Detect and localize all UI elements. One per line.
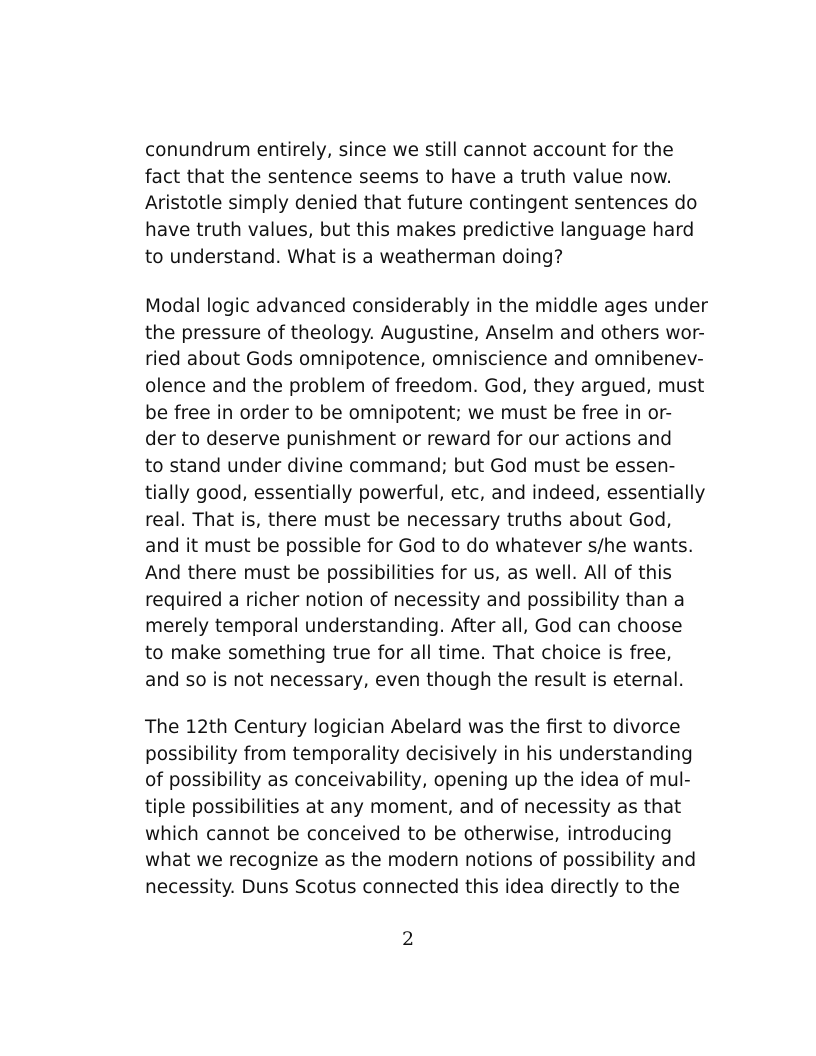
text-line: have truth values, but this makes predictive language hard: [145, 220, 695, 242]
text-line: fact that the sentence seems to have a truth value now.: [145, 166, 672, 188]
text-line: real. That is, there must be necessary truths about God,: [145, 509, 672, 531]
text-line: of possibility as conceivability, opening up the idea of mul-: [145, 770, 691, 792]
text-line: to stand under divine command; but God must be essen-: [145, 456, 676, 478]
text-line: what we recognize as the modern notions of possibility and: [145, 850, 697, 872]
page-number: 2: [401, 928, 415, 950]
paragraph-abelard: [145, 715, 697, 902]
text-line: to understand. What is a weatherman doing?: [145, 246, 564, 268]
text-line: required a richer notion of necessity and possibility than a: [145, 589, 686, 611]
text-line: be free in order to be omnipotent; we must be free in or-: [145, 402, 672, 424]
text-line: Modal logic advanced considerably in the middle ages under: [145, 296, 709, 317]
paragraph-aristotle: [145, 138, 698, 271]
text-line: der to deserve punishment or reward for our actions and: [145, 429, 672, 451]
text-line: ried about Gods omnipotence, omniscience and omnibenev-: [145, 349, 704, 371]
text-line: olence and the problem of freedom. God, they argued, must: [145, 376, 705, 398]
text-line: The 12th Century logician Abelard was the first to divorce: [145, 717, 681, 738]
text-line: tially good, essentially powerful, etc, and indeed, essentially: [145, 482, 706, 504]
paragraph-middle-ages: [145, 294, 709, 694]
text-line: the pressure of theology. Augustine, Anselm and others wor-: [145, 322, 705, 344]
text-line: which cannot be conceived to be otherwise, introducing: [145, 823, 672, 845]
text-line: necessity. Duns Scotus connected this idea directly to the: [145, 877, 680, 899]
text-line: Aristotle simply denied that future contingent sentences do: [145, 193, 698, 215]
text-line: possibility from temporality decisively in his understanding: [145, 743, 693, 765]
text-line: tiple possibilities at any moment, and of necessity as that: [145, 797, 682, 819]
text-line: merely temporal understanding. After all, God can choose: [145, 616, 683, 638]
text-line: and it must be possible for God to do whatever s/he wants.: [145, 536, 694, 558]
text-line: conundrum entirely, since we still cannot account for the: [145, 140, 674, 161]
text-line: to make something true for all time. That choice is free,: [145, 642, 672, 664]
text-line: And there must be possibilities for us, as well. All of this: [145, 562, 672, 584]
text-line: and so is not necessary, even though the result is eternal.: [145, 669, 685, 691]
